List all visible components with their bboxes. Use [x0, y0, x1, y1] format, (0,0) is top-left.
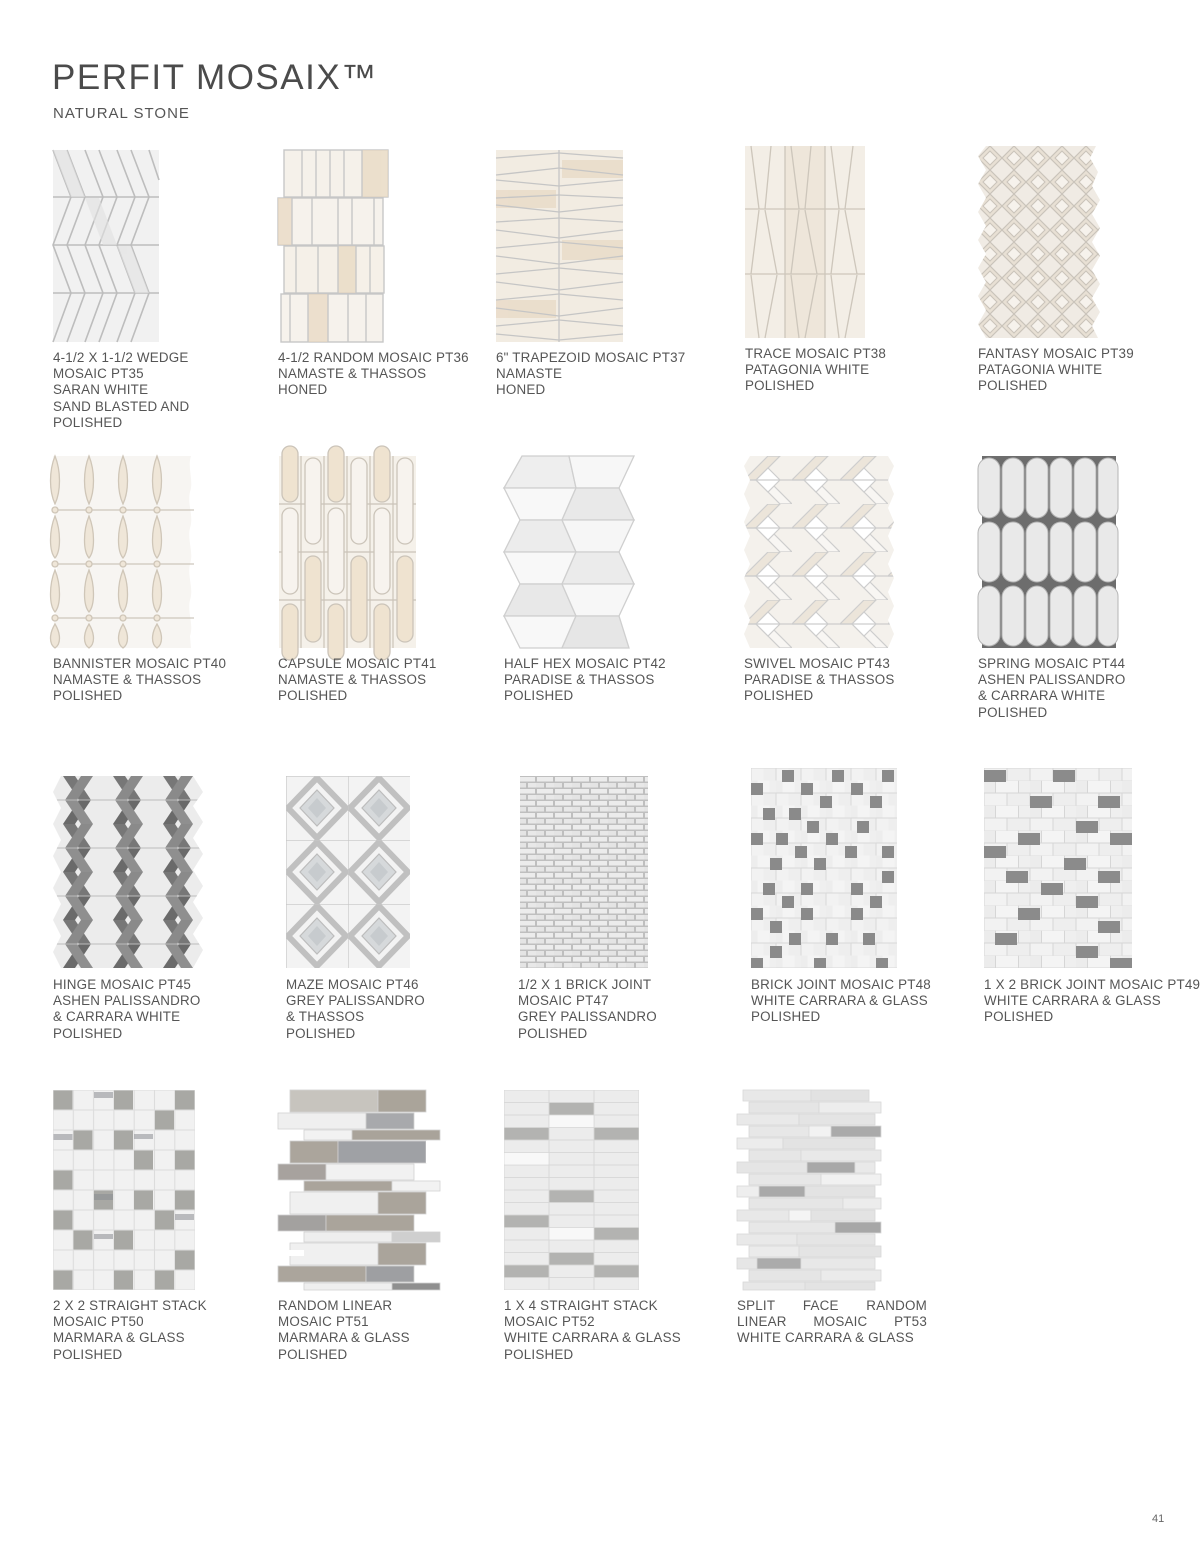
product-label — [278, 350, 469, 399]
product-label — [978, 656, 1126, 721]
label-line: WHITE CARRARA & GLASS — [737, 1330, 914, 1346]
pt40-bannister-mosaic-image — [53, 456, 194, 648]
label-line: MARMARA & GLASS — [278, 1330, 410, 1346]
label-line: PARADISE & THASSOS — [744, 672, 895, 688]
product-label — [745, 346, 886, 395]
label-line: POLISHED — [278, 1346, 348, 1362]
pt44-spring-mosaic-image — [978, 456, 1119, 648]
page-number: 41 — [1152, 1513, 1165, 1525]
pt35-wedge-mosaic-image — [53, 150, 159, 342]
label-line: POLISHED — [745, 378, 815, 394]
label-line: MAZE MOSAIC PT46 — [286, 977, 419, 992]
product-label — [504, 1298, 681, 1363]
product-label — [53, 656, 226, 705]
label-line: 4-1/2 X 1-1/2 WEDGE — [53, 350, 189, 365]
label-line: HALF HEX MOSAIC PT42 — [504, 656, 666, 671]
label-line: BRICK JOINT MOSAIC PT48 — [751, 977, 931, 992]
label-line: HONED — [496, 382, 546, 398]
pt41-capsule-mosaic-image — [279, 456, 416, 648]
label-line: MARMARA & GLASS — [53, 1330, 185, 1346]
label-line: MOSAIC PT50 — [53, 1314, 144, 1330]
label-line: POLISHED — [278, 688, 348, 704]
label-line: CAPSULE MOSAIC PT41 — [278, 656, 437, 671]
label-line: POLISHED — [978, 704, 1048, 720]
label-line: NAMASTE — [496, 366, 563, 382]
label-line — [737, 1314, 927, 1330]
label-line: POLISHED — [504, 1346, 574, 1362]
label-line: 2 X 2 STRAIGHT STACK — [53, 1298, 207, 1313]
label-line: ASHEN PALISSANDRO — [978, 672, 1126, 688]
label-line: MOSAIC PT47 — [518, 993, 609, 1009]
label-line: TRACE MOSAIC PT38 — [745, 346, 887, 361]
product-label — [504, 656, 666, 705]
label-line: FANTASY MOSAIC PT39 — [978, 346, 1134, 361]
label-line: GREY PALISSANDRO — [286, 993, 425, 1009]
label-line: MOSAIC PT52 — [504, 1314, 595, 1330]
label-line: POLISHED — [53, 688, 123, 704]
label-line: & THASSOS — [286, 1009, 365, 1025]
pt50-straight-stack-mosaic-image — [53, 1090, 195, 1290]
label-line: POLISHED — [53, 1025, 123, 1041]
label-line: POLISHED — [744, 688, 814, 704]
label-line: & CARRARA WHITE — [978, 688, 1106, 704]
label-word: SPLIT — [737, 1298, 776, 1313]
product-label — [53, 1298, 207, 1363]
pt38-trace-mosaic-image — [745, 146, 865, 338]
label-word: PT53 — [894, 1314, 927, 1330]
label-line: SWIVEL MOSAIC PT43 — [744, 656, 890, 671]
page-subtitle: NATURAL STONE — [53, 105, 190, 122]
pt52-straight-stack-mosaic-image — [504, 1090, 639, 1290]
label-word: FACE — [802, 1298, 839, 1313]
label-word: LINEAR — [737, 1314, 787, 1330]
label-line: WHITE CARRARA & GLASS — [751, 993, 928, 1009]
pt36-random-mosaic-image — [278, 150, 390, 342]
label-line: POLISHED — [751, 1009, 821, 1025]
pt42-half-hex-mosaic-image — [504, 456, 634, 648]
label-line: ASHEN PALISSANDRO — [53, 993, 201, 1009]
pt49-1x2-brick-joint-mosaic-image — [984, 768, 1132, 968]
pt37-trapezoid-mosaic-image — [496, 150, 623, 342]
label-line: WHITE CARRARA & GLASS — [984, 993, 1161, 1009]
product-label — [984, 977, 1200, 1026]
label-line: POLISHED — [518, 1025, 588, 1041]
label-word: MOSAIC — [813, 1314, 868, 1330]
pt51-random-linear-mosaic-image — [278, 1090, 440, 1290]
label-line: MOSAIC PT51 — [278, 1314, 369, 1330]
label-line — [737, 1298, 927, 1314]
label-word: RANDOM — [866, 1298, 927, 1313]
label-line: POLISHED — [978, 378, 1048, 394]
pt47-brick-joint-mosaic-image — [518, 776, 650, 968]
label-line: PATAGONIA WHITE — [978, 362, 1103, 378]
product-label — [737, 1298, 927, 1347]
label-line: 1 X 4 STRAIGHT STACK — [504, 1298, 658, 1313]
label-line: BANNISTER MOSAIC PT40 — [53, 656, 227, 671]
label-line: POLISHED — [984, 1009, 1054, 1025]
product-label — [744, 656, 894, 705]
pt43-swivel-mosaic-image — [744, 456, 894, 648]
label-line: POLISHED — [53, 414, 123, 430]
label-line: SARAN WHITE — [53, 382, 149, 398]
label-line: NAMASTE & THASSOS — [278, 672, 427, 688]
pt45-hinge-mosaic-image — [53, 776, 203, 968]
pt46-maze-mosaic-image — [286, 776, 410, 968]
product-label — [278, 656, 437, 705]
label-line: GREY PALISSANDRO — [518, 1009, 657, 1025]
label-line: SPRING MOSAIC PT44 — [978, 656, 1126, 671]
label-line: POLISHED — [504, 688, 574, 704]
product-label — [53, 350, 189, 431]
label-line: RANDOM LINEAR — [278, 1298, 393, 1313]
label-line: MOSAIC PT35 — [53, 366, 144, 382]
label-line: POLISHED — [286, 1025, 356, 1041]
label-line: 1/2 X 1 BRICK JOINT — [518, 977, 652, 992]
label-line: NAMASTE & THASSOS — [278, 366, 427, 382]
label-line: POLISHED — [53, 1346, 123, 1362]
label-line: PARADISE & THASSOS — [504, 672, 655, 688]
label-line: 6" TRAPEZOID MOSAIC PT37 — [496, 350, 686, 365]
label-line: PATAGONIA WHITE — [745, 362, 870, 378]
pt48-brick-joint-mosaic-image — [751, 768, 897, 968]
label-line: HINGE MOSAIC PT45 — [53, 977, 192, 992]
product-label — [278, 1298, 410, 1363]
label-line: 1 X 2 BRICK JOINT MOSAIC PT49 — [984, 977, 1200, 992]
label-line: NAMASTE & THASSOS — [53, 672, 202, 688]
pt39-fantasy-mosaic-image — [978, 146, 1102, 338]
product-label — [496, 350, 685, 399]
product-label — [978, 346, 1134, 395]
label-line: HONED — [278, 382, 328, 398]
pt53-split-face-random-linear-mosaic-image — [737, 1090, 883, 1290]
product-label — [518, 977, 657, 1042]
product-label — [286, 977, 425, 1042]
product-label — [751, 977, 931, 1026]
label-line: SAND BLASTED AND — [53, 398, 190, 414]
label-line: WHITE CARRARA & GLASS — [504, 1330, 681, 1346]
product-label — [53, 977, 201, 1042]
label-line: & CARRARA WHITE — [53, 1009, 181, 1025]
label-line: 4-1/2 RANDOM MOSAIC PT36 — [278, 350, 469, 365]
page-title: PERFIT MOSAIX™ — [52, 58, 378, 97]
